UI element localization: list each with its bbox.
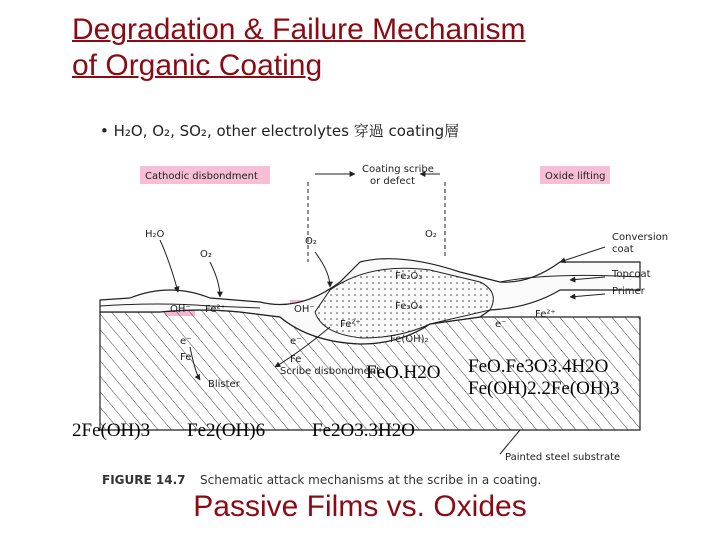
o2-arrow-left bbox=[210, 262, 220, 297]
annotation-feo-h2o: FeO.H2O bbox=[366, 362, 441, 383]
label-coating-scribe-1: Coating scribe bbox=[362, 164, 434, 175]
footer-title: Passive Films vs. Oxides bbox=[193, 490, 527, 523]
label-fe2plus-mid: Fe²⁺ bbox=[340, 319, 361, 330]
label-conversion-1: Conversion bbox=[612, 232, 669, 243]
title-line-1: Degradation & Failure Mechanism bbox=[72, 13, 526, 46]
label-blister: Blister bbox=[208, 379, 240, 390]
label-fe2o3: Fe₂O₃ bbox=[395, 271, 423, 282]
label-scribe-disbondment: Scribe disbondment bbox=[280, 366, 381, 377]
label-e-right: e⁻ bbox=[495, 319, 507, 330]
label-fe3o4: Fe₃O₄ bbox=[395, 301, 423, 312]
label-oh-left: OH⁻ bbox=[170, 304, 191, 315]
label-o2-a: O₂ bbox=[200, 249, 212, 260]
conversion-arrow bbox=[560, 247, 605, 262]
label-o2-c: O₂ bbox=[425, 229, 437, 240]
title-line-2: of Organic Coating bbox=[72, 49, 323, 82]
annotation-fe2-oh6: Fe2(OH)6 bbox=[187, 420, 266, 441]
label-primer: Primer bbox=[612, 286, 645, 297]
label-painted-steel: Painted steel substrate bbox=[505, 452, 621, 463]
annotation-fe2o3-3h2o: Fe2O3.3H2O bbox=[312, 420, 415, 441]
figure-number: FIGURE 14.7 bbox=[102, 473, 186, 487]
slide-title bbox=[72, 12, 672, 84]
label-fe-left: Fe bbox=[180, 352, 192, 363]
annotation-feo-fe3o4: FeO.Fe3O3.4H2O bbox=[468, 356, 609, 377]
primer-arrow bbox=[570, 294, 605, 297]
label-e-mid: e⁻ bbox=[290, 336, 302, 347]
annotation-fe-oh2: Fe(OH)2.2Fe(OH)3 bbox=[468, 378, 620, 399]
figure-caption: Schematic attack mechanisms at the scribe in a coating. bbox=[200, 473, 542, 487]
label-e-left: e⁻ bbox=[180, 336, 192, 347]
label-h2o: H₂O bbox=[145, 229, 165, 240]
label-topcoat: Topcoat bbox=[612, 269, 651, 280]
label-oxide-lifting: Oxide lifting bbox=[545, 171, 606, 182]
h2o-arrow bbox=[160, 240, 178, 292]
label-feoh2: Fe(OH)₂ bbox=[390, 334, 429, 345]
annotation-2fe-oh3: 2Fe(OH)3 bbox=[72, 420, 151, 441]
o2-arrow-mid bbox=[315, 252, 330, 287]
label-conversion-2: coat bbox=[612, 244, 634, 255]
label-fe2plus-left: Fe²⁺ bbox=[205, 304, 226, 315]
substrate-leader bbox=[500, 430, 520, 454]
label-cathodic-disbondment: Cathodic disbondment bbox=[145, 171, 258, 182]
label-fe-mid: Fe bbox=[290, 354, 302, 365]
label-o2-b: O₂ bbox=[305, 236, 317, 247]
label-coating-scribe-2: or defect bbox=[370, 176, 415, 187]
label-oh-mid: OH⁻ bbox=[294, 304, 315, 315]
label-fe2plus-right: Fe²⁺ bbox=[535, 309, 556, 320]
bullet-text: • H₂O, O₂, SO₂, other electrolytes 穿過 coating層 bbox=[100, 122, 460, 140]
